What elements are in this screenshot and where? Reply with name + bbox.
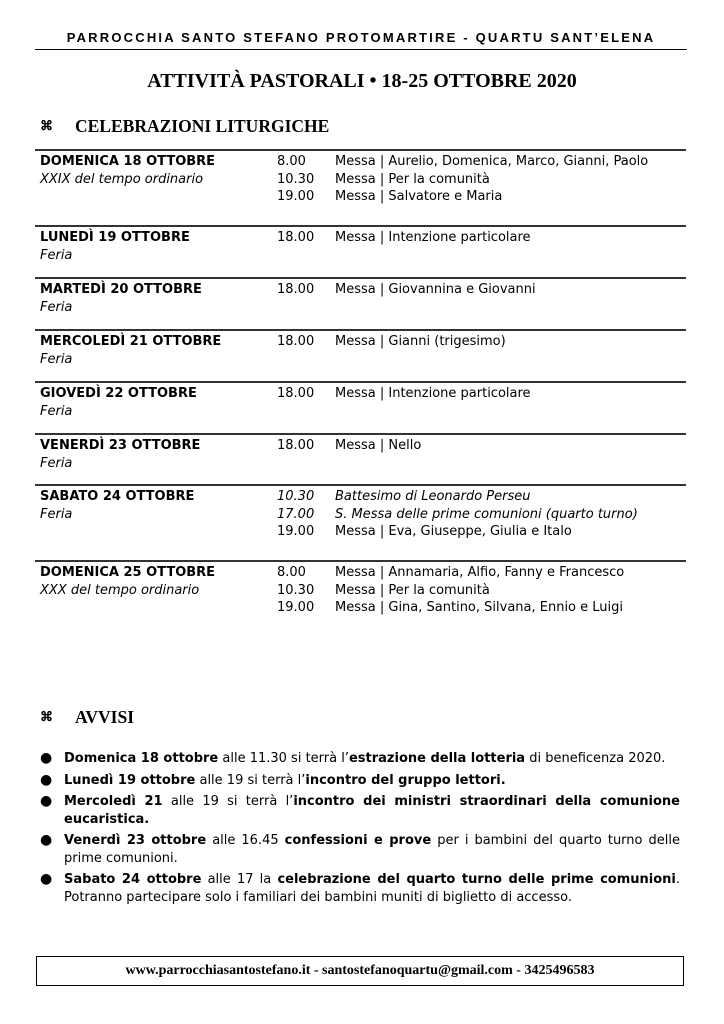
day-divider	[35, 433, 686, 435]
event-row	[40, 333, 686, 351]
bullet-icon: ●	[40, 871, 53, 887]
contact-footer: www.parrocchiasantostefano.it - santostefanoquartu@gmail.com - 3425496583	[36, 956, 684, 986]
day-divider	[35, 560, 686, 562]
event-time: 18.00	[277, 282, 315, 297]
event-time: 10.30	[277, 171, 315, 187]
event-row	[40, 564, 686, 582]
page-title: ATTIVITÀ PASTORALI • 18-25 OTTOBRE 2020	[147, 70, 577, 92]
event-time: 19.00	[277, 600, 315, 615]
event-description: Battesimo di Leonardo Perseu	[335, 489, 531, 504]
notice-text: alle 19 si terrà l’	[195, 772, 306, 788]
day-name: MARTEDÌ 20 OTTOBRE	[40, 282, 202, 297]
event-time: 10.30	[277, 582, 315, 598]
day-name: SABATO 24 OTTOBRE	[40, 489, 195, 504]
day-divider	[35, 149, 686, 151]
day-name: VENERDÌ 23 OTTOBRE	[40, 438, 201, 453]
notice-text: di beneficenza 2020.	[525, 751, 666, 766]
liturgical-day-subtitle: Feria	[40, 351, 73, 367]
notice-item	[40, 772, 680, 790]
notice-item	[40, 793, 680, 828]
avvisi-heading-text: AVVISI	[75, 707, 135, 727]
notice-emphasis: Mercoledì 21	[64, 794, 163, 809]
event-row	[40, 171, 686, 189]
bullet-icon: ●	[40, 793, 53, 809]
event-description: Messa | Intenzione particolare	[335, 230, 531, 245]
day-divider	[35, 329, 686, 331]
event-row	[40, 188, 686, 206]
event-description: Messa | Per la comunità	[335, 171, 490, 187]
event-row	[40, 523, 686, 541]
event-description: Messa | Eva, Giuseppe, Giulia e Italo	[335, 524, 572, 539]
event-description: Messa | Intenzione particolare	[335, 386, 531, 401]
notice-emphasis: estrazione della lotteria	[348, 751, 526, 766]
event-description: Messa | Gianni (trigesimo)	[335, 334, 506, 349]
event-row	[40, 281, 686, 299]
event-description: Messa | Gina, Santino, Silvana, Ennio e Luigi	[335, 600, 624, 615]
event-description: Messa | Annamaria, Alfio, Fanny e Francesco	[335, 565, 625, 580]
notice-emphasis: incontro del gruppo lettori.	[305, 772, 506, 788]
event-row	[40, 599, 686, 617]
day-name: MERCOLEDÌ 21 OTTOBRE	[40, 334, 222, 349]
event-time: 8.00	[277, 565, 306, 580]
event-row	[40, 385, 686, 403]
event-time: 18.00	[277, 438, 315, 453]
notice-emphasis: celebrazione del quarto turno delle prime comunioni	[277, 872, 676, 887]
event-time: 18.00	[277, 334, 315, 349]
notice-emphasis: confessioni e prove	[284, 833, 432, 848]
day-name: DOMENICA 18 OTTOBRE	[40, 154, 216, 169]
section-marker-icon: ⌘	[40, 118, 53, 133]
day-name: GIOVEDÌ 22 OTTOBRE	[40, 386, 197, 401]
event-description: Messa | Aurelio, Domenica, Marco, Gianni, Paolo	[335, 154, 649, 169]
parish-header: PARROCCHIA SANTO STEFANO PROTOMARTIRE - QUARTU SANT’ELENA	[66, 30, 656, 45]
liturgical-day-subtitle: Feria	[40, 247, 73, 263]
notice-text: alle 11.30 si terrà l’	[218, 751, 349, 766]
header-divider	[35, 49, 687, 50]
bullet-icon: ●	[40, 750, 53, 766]
liturgical-day-subtitle: XXX del tempo ordinario	[40, 582, 200, 598]
event-description: Messa | Per la comunità	[335, 582, 490, 598]
event-description: Messa | Salvatore e Maria	[335, 189, 503, 204]
event-row	[40, 229, 686, 247]
notice-text: alle 19 si terrà l’	[162, 794, 294, 809]
avvisi-heading	[40, 707, 134, 728]
notice-text: per i bambini del quarto turno delle prime comunioni.	[64, 833, 680, 866]
notice-text: alle 17 la	[201, 872, 278, 887]
notices-list	[40, 750, 680, 910]
liturgical-day-subtitle: Feria	[40, 506, 73, 522]
event-row	[40, 437, 686, 455]
event-time: 8.00	[277, 154, 306, 169]
event-time: 17.00	[277, 506, 315, 522]
event-time: 19.00	[277, 524, 315, 539]
day-divider	[35, 484, 686, 486]
event-time: 19.00	[277, 189, 315, 204]
notice-emphasis: Venerdì 23 ottobre	[64, 833, 207, 848]
notice-emphasis: Domenica 18 ottobre	[64, 751, 219, 766]
liturgical-day-subtitle: XXIX del tempo ordinario	[40, 171, 204, 187]
liturgical-day-subtitle: Feria	[40, 299, 73, 315]
notice-item	[40, 832, 680, 867]
day-name: LUNEDÌ 19 OTTOBRE	[40, 230, 190, 245]
notice-item	[40, 750, 680, 768]
event-time: 10.30	[277, 489, 315, 504]
bullet-icon: ●	[40, 832, 53, 848]
liturgical-day-subtitle: Feria	[40, 403, 73, 419]
event-description: Messa | Nello	[335, 438, 422, 453]
event-time: 18.00	[277, 386, 315, 401]
notice-emphasis: incontro dei ministri straordinari della comunione eucaristica.	[64, 794, 681, 827]
notice-emphasis: Sabato 24 ottobre	[64, 872, 202, 887]
celebrazioni-heading	[40, 116, 329, 137]
day-divider	[35, 225, 686, 227]
celebrazioni-heading-text: CELEBRAZIONI LITURGICHE	[75, 116, 330, 136]
notice-text: alle 16.45	[206, 833, 285, 848]
event-row	[40, 153, 686, 171]
notice-emphasis: Lunedì 19 ottobre	[64, 772, 196, 788]
event-row	[40, 488, 686, 506]
day-divider	[35, 381, 686, 383]
event-row	[40, 506, 686, 524]
day-name: DOMENICA 25 OTTOBRE	[40, 565, 216, 580]
bullet-icon: ●	[40, 771, 53, 788]
day-divider	[35, 277, 686, 279]
liturgical-day-subtitle: Feria	[40, 455, 73, 471]
section-marker-icon: ⌘	[40, 709, 53, 724]
event-description: S. Messa delle prime comunioni (quarto turno)	[335, 506, 638, 522]
event-time: 18.00	[277, 230, 315, 245]
notice-text: . Potranno partecipare solo i familiari dei bambini muniti di biglietto di accesso.	[64, 872, 681, 905]
event-row	[40, 582, 686, 600]
event-description: Messa | Giovannina e Giovanni	[335, 282, 536, 297]
notice-item	[40, 871, 680, 906]
